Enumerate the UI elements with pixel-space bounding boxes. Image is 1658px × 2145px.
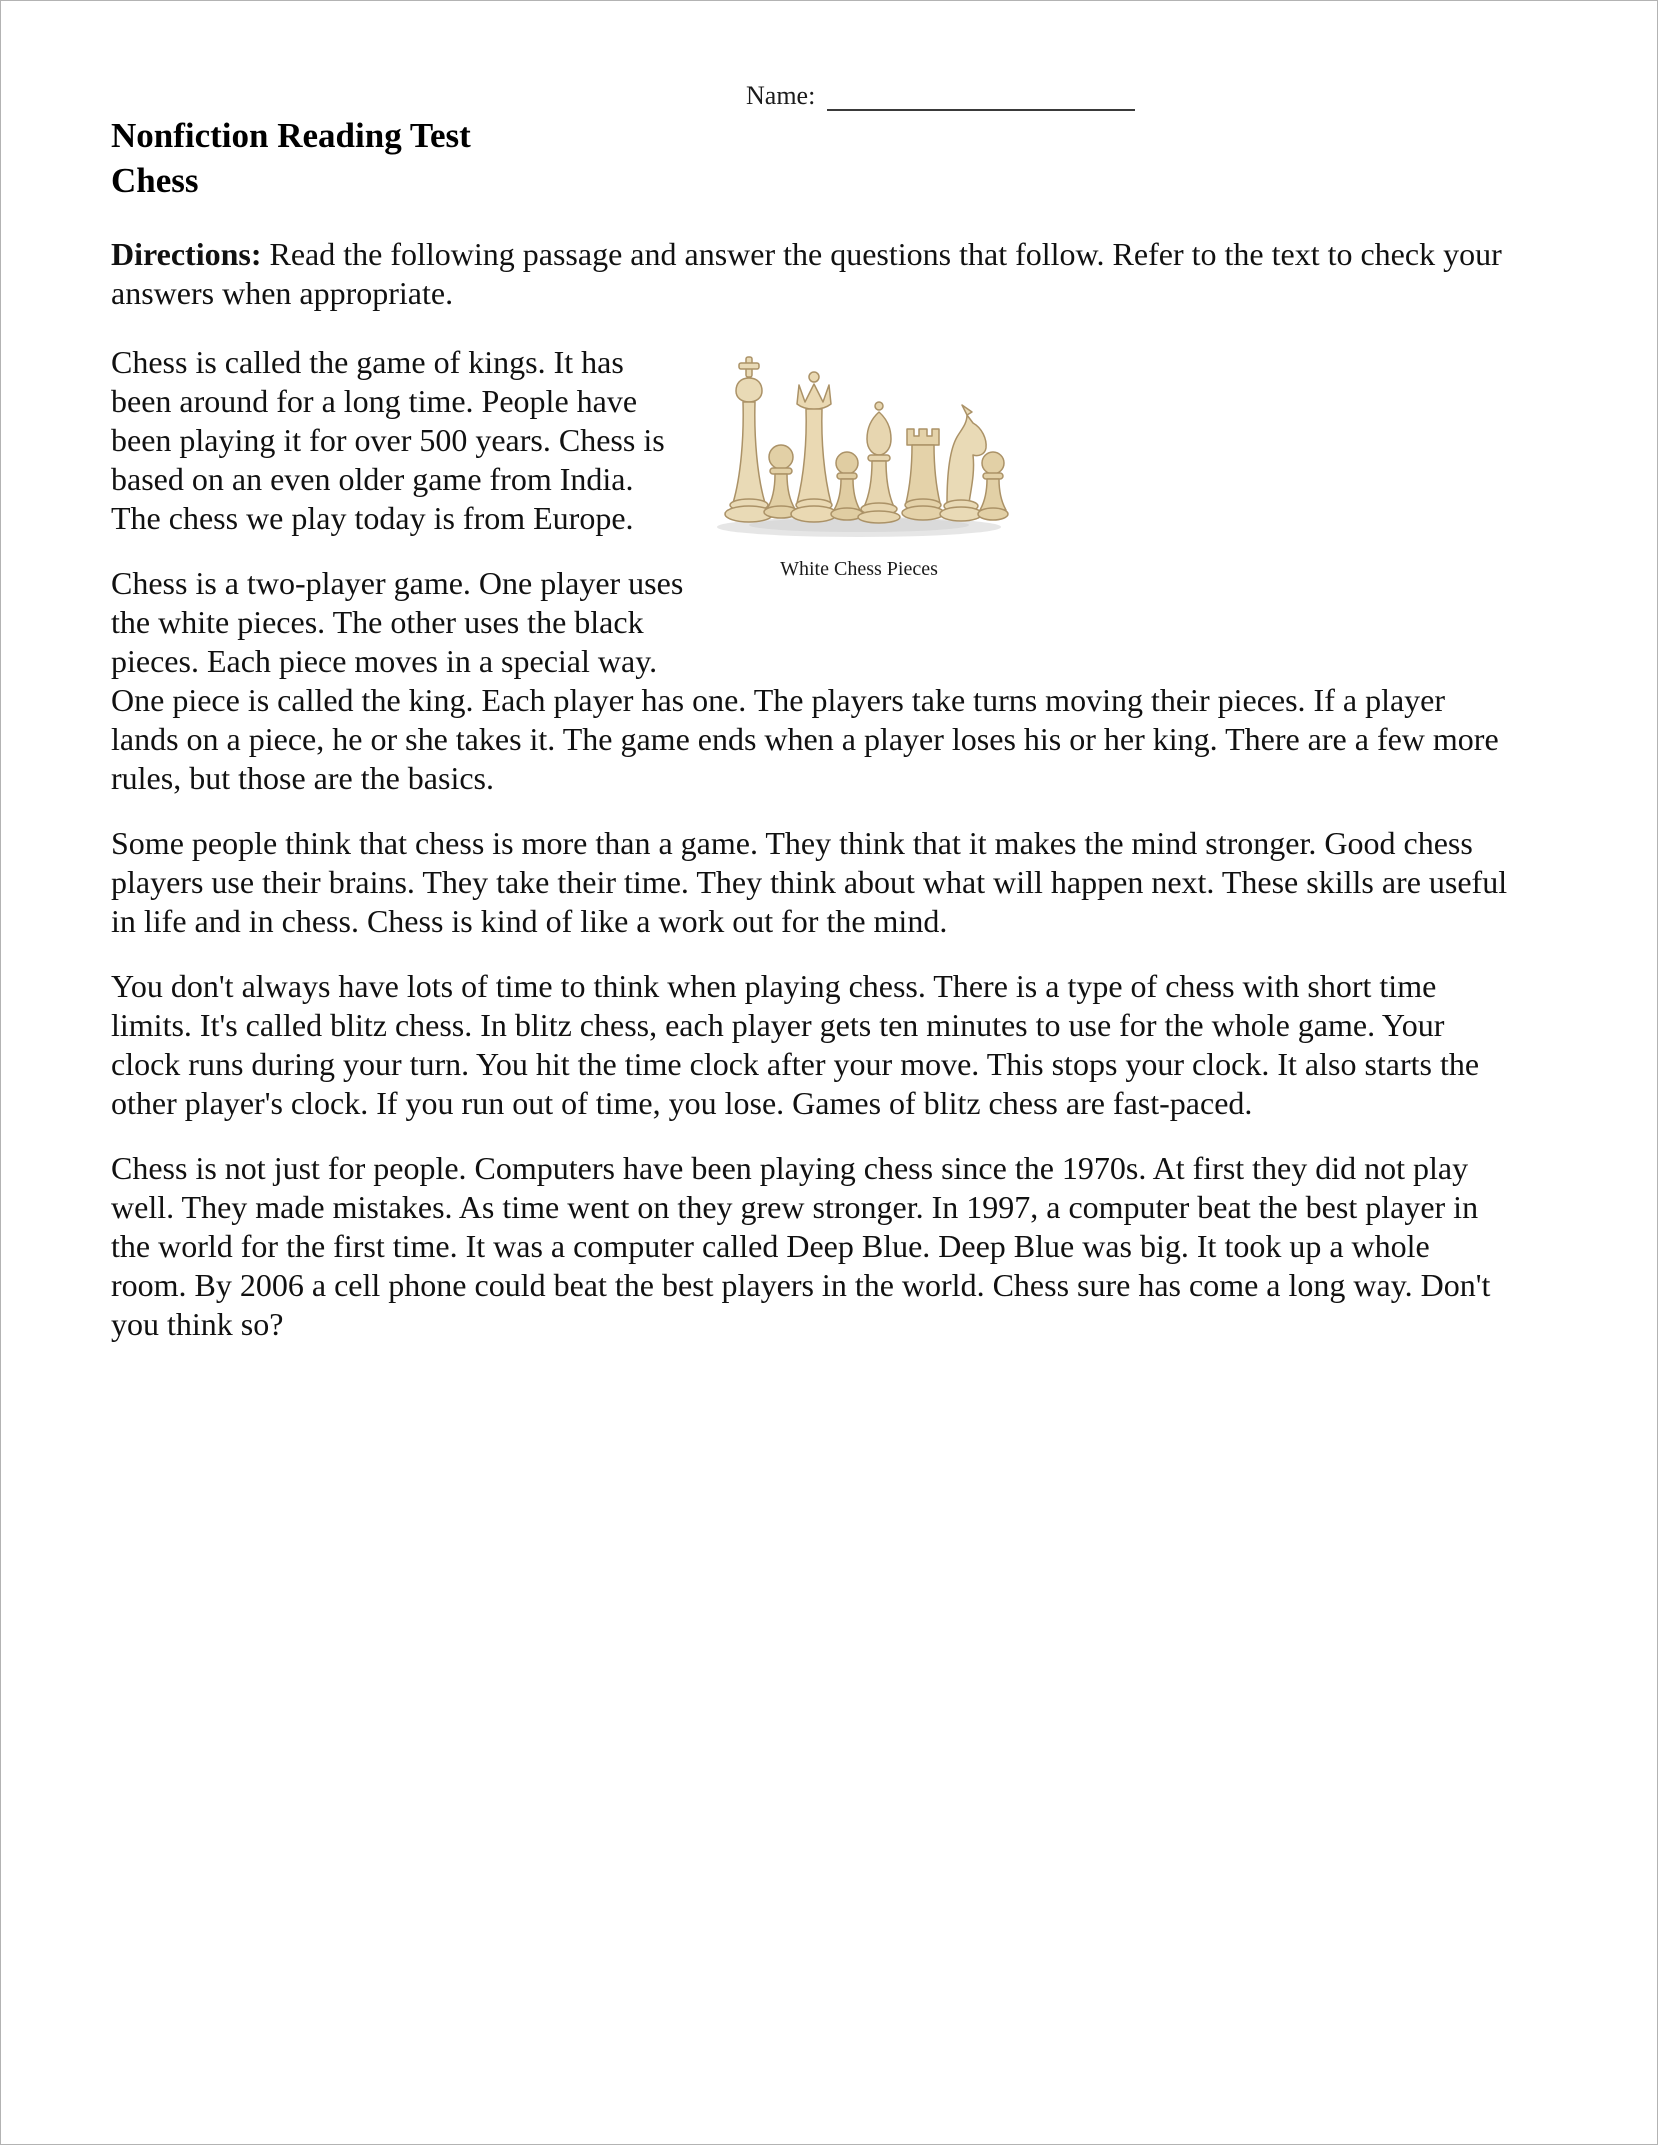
name-blank-line xyxy=(827,83,1135,111)
page-content xyxy=(1,1,1657,1370)
pawn-piece-icon xyxy=(831,452,863,520)
directions xyxy=(111,235,1509,313)
king-piece-icon xyxy=(725,357,773,522)
chess-pieces-image xyxy=(709,351,1009,546)
passage-paragraph-2: Chess is a two-player game. One player uses the white pieces. The other uses the black pieces. Each piece moves in a special way. One piece is called the king. Each player has one. The players take turns moving their pieces. If a player lands on a piece, he or she takes it. The game ends when a player loses his or her king. There are a few more rules, but those are the basics. xyxy=(111,565,1499,796)
passage-paragraph-3: Some people think that chess is more than a game. They think that it makes the mind stronger. Good chess players use their brains. They take their time. They think about what will happen next. These skills are useful in life and in chess. Chess is kind of like a work out for the mind. xyxy=(111,825,1508,939)
reading-passage xyxy=(111,343,1509,1370)
pawn-piece-icon xyxy=(978,452,1008,520)
directions-label: Directions: xyxy=(111,236,262,272)
directions-text: Read the following passage and answer the questions that follow. Refer to the text to check your answers when appropriate. xyxy=(111,236,1502,311)
figure-caption: White Chess Pieces xyxy=(780,558,938,580)
name-row xyxy=(746,81,1135,111)
title-block xyxy=(111,113,1509,203)
queen-piece-icon xyxy=(791,372,837,522)
knight-piece-icon xyxy=(940,405,986,521)
passage-paragraph-5: Chess is not just for people. Computers have been playing chess since the 1970s. At first they did not play well. They made mistakes. As time went on they grew stronger. In 1997, a computer beat the best player in the world for the first time. It was a computer called Deep Blue. Deep Blue was big. It took up a whole room. By 2006 a cell phone could beat the best players in the world. Chess sure has come a long way. Don't you think so? xyxy=(111,1150,1491,1342)
name-label: Name: xyxy=(746,81,816,110)
passage-paragraph-1: Chess is called the game of kings. It has been around for a long time. People have been playing it for over 500 years. Chess is based on an even older game from India. The chess we play today is from Europe. xyxy=(111,344,665,536)
chess-pieces-figure xyxy=(709,351,1009,582)
passage-paragraph-4: You don't always have lots of time to think when playing chess. There is a type of chess with short time limits. It's called blitz chess. In blitz chess, each player gets ten minutes to use for the whole game. Your clock runs during your turn. You hit the time clock after your move. This stops your clock. It also starts the other player's clock. If you run out of time, you lose. Games of blitz chess are fast-paced. xyxy=(111,968,1480,1121)
page-title: Nonfiction Reading Test xyxy=(111,116,471,155)
pawn-piece-icon xyxy=(764,445,798,518)
rook-piece-icon xyxy=(902,429,944,520)
page-subtitle: Chess xyxy=(111,161,199,200)
bishop-piece-icon xyxy=(858,402,900,523)
